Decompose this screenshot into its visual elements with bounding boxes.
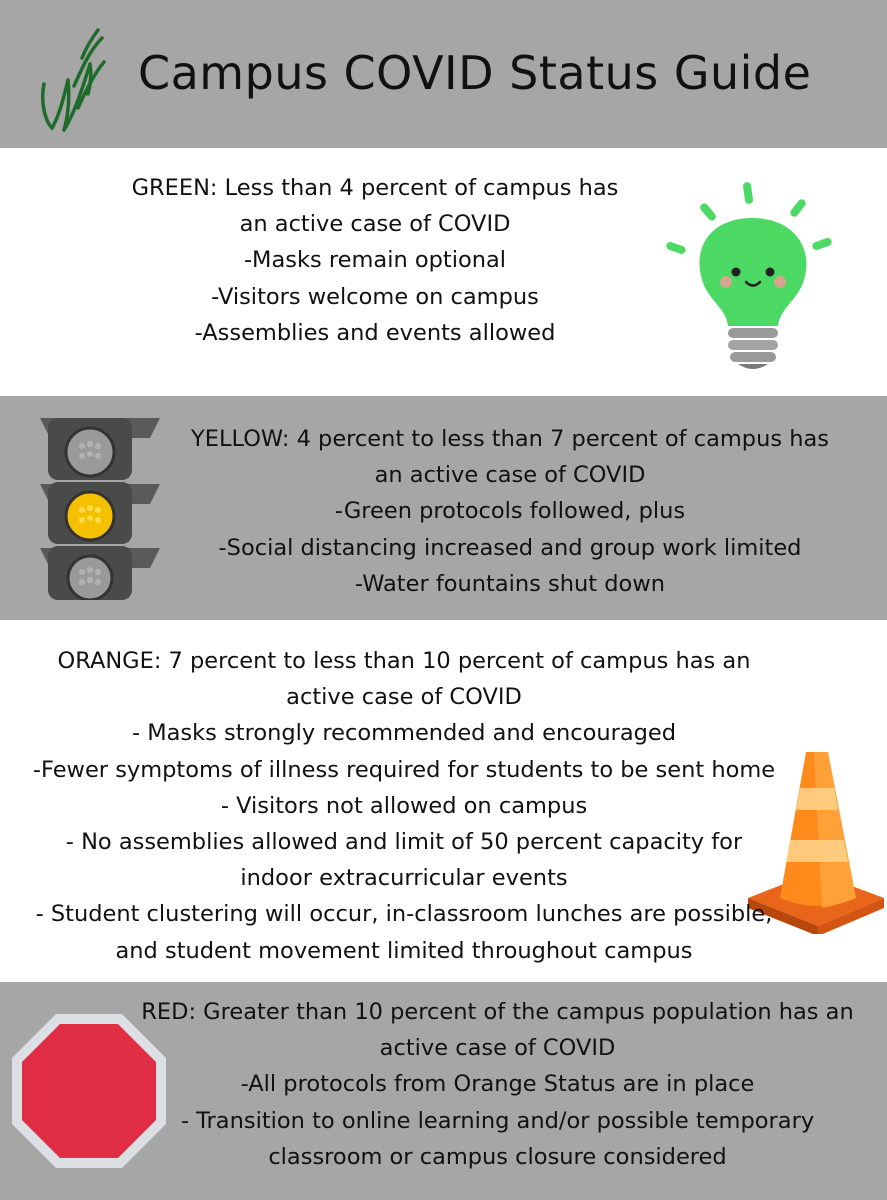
- red-line: -All protocols from Orange Status are in place: [240, 1071, 755, 1098]
- green-line-heading: GREEN: Less than 4 percent of campus has: [131, 175, 619, 201]
- green-status-section: [0, 148, 887, 396]
- header-band: [0, 0, 887, 148]
- red-line: classroom or campus closure considered: [268, 1143, 727, 1170]
- red-line: - Transition to online learning and/or possible temporary: [180, 1107, 815, 1134]
- orange-line-heading: ORANGE: 7 percent to less than 10 percent of campus has an: [57, 648, 751, 674]
- red-status-text: [110, 994, 885, 1175]
- orange-status-section: [0, 620, 887, 982]
- green-line: -Assemblies and events allowed: [194, 319, 556, 346]
- green-status-text: [90, 170, 660, 351]
- red-line-heading: RED: Greater than 10 percent of the campus population has an: [141, 999, 854, 1025]
- orange-line: active case of COVID: [286, 684, 522, 711]
- orange-status-text: [0, 643, 808, 969]
- page-title: Campus COVID Status Guide: [138, 46, 812, 100]
- yellow-line: -Green protocols followed, plus: [334, 498, 686, 525]
- orange-line: and student movement limited throughout campus: [115, 937, 693, 964]
- yellow-line: -Water fountains shut down: [354, 570, 665, 597]
- green-line: an active case of COVID: [239, 211, 511, 238]
- orange-line: - Masks strongly recommended and encouraged: [131, 720, 677, 747]
- yellow-line: an active case of COVID: [374, 462, 646, 489]
- lightbulb-icon: [660, 176, 850, 376]
- orange-line: - Visitors not allowed on campus: [220, 792, 588, 819]
- orange-line: indoor extracurricular events: [240, 865, 568, 892]
- yellow-status-text: [160, 421, 860, 602]
- yellow-line: -Social distancing increased and group work limited: [218, 534, 802, 561]
- green-line: -Visitors welcome on campus: [211, 283, 539, 310]
- red-status-section: [0, 982, 887, 1200]
- orange-line: - No assemblies allowed and limit of 50 percent capacity for: [65, 829, 743, 856]
- orange-line: -Fewer symptoms of illness required for students to be sent home: [32, 756, 776, 783]
- green-line: -Masks remain optional: [243, 247, 507, 274]
- red-line: active case of COVID: [379, 1035, 616, 1062]
- traffic-light-icon: [38, 414, 162, 600]
- grass-logo-icon: [38, 24, 108, 136]
- yellow-line-heading: YELLOW: 4 percent to less than 7 percent of campus has: [190, 426, 829, 452]
- orange-line: - Student clustering will occur, in-classroom lunches are possible,: [35, 901, 773, 928]
- yellow-status-section: [0, 396, 887, 620]
